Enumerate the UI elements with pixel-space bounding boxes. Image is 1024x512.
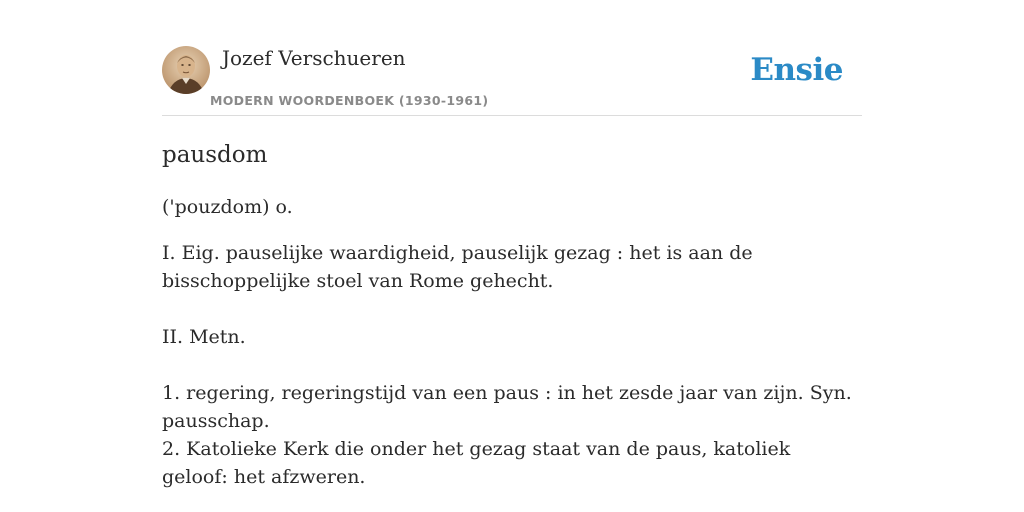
definition-line: 2. Katolieke Kerk die onder het gezag staat van de paus, katoliek geloof: het afzweren.	[162, 438, 791, 488]
definition-line: 1. regering, regeringstijd van een paus : in het zesde jaar van zijn. Syn. pausschap.	[162, 382, 852, 432]
ensie-logo[interactable]: Ensie	[750, 52, 843, 88]
portrait-icon	[162, 46, 210, 94]
entry-card	[162, 44, 862, 488]
definition-line: I. Eig. pauselijke waardigheid, pauselijk gezag : het is aan de bisschoppelijke stoel van Rome gehecht.	[162, 242, 753, 292]
author-avatar[interactable]	[162, 46, 210, 94]
definition-line: II. Metn.	[162, 326, 246, 348]
paragraph-gap	[162, 351, 862, 379]
entry-pronunciation: ('pouzdom) o.	[162, 196, 293, 218]
author-name[interactable]: Jozef Verschueren	[222, 46, 406, 70]
source-title[interactable]: MODERN WOORDENBOEK (1930-1961)	[210, 93, 489, 108]
entry-headword: pausdom	[162, 142, 268, 168]
entry-definition	[162, 239, 862, 491]
entry-header	[162, 44, 862, 116]
paragraph-gap	[162, 295, 862, 323]
